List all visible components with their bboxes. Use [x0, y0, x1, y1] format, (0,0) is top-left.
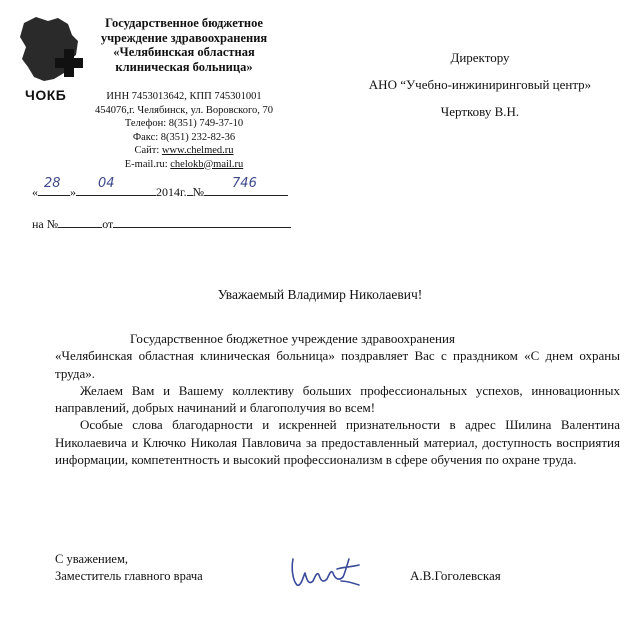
- inn-kpp: ИНН 7453013642, КПП 745301001: [106, 91, 262, 102]
- salutation: Уважаемый Владимир Николаевич!: [217, 287, 423, 302]
- addressee: Директору АНО “Учебно-инжиниринговый центр» Черткову В.Н.: [368, 50, 592, 119]
- paragraph-1-rest: «Челябинская областная клиническая больница» поздравляет Вас с праздником «С днем охраны труда».: [55, 348, 620, 381]
- logo-text: ЧОКБ: [25, 87, 67, 103]
- closing: С уважением,: [55, 552, 128, 566]
- closing-block: [55, 551, 203, 585]
- signer-position: Заместитель главного врача: [55, 569, 203, 583]
- phone: Телефон: 8(351) 749-37-10: [124, 118, 244, 129]
- organization-details: [90, 90, 278, 171]
- paragraph-2: Желаем Вам и Вашему коллективу больших профессиональных успехов, инновационных направлений, добрых начинаний и благополучия во всем!: [55, 382, 620, 416]
- site-link[interactable]: www.chelmed.ru: [161, 145, 234, 156]
- handwritten-month: 04: [98, 176, 115, 191]
- registration-line: « 28 » 04 2014г. № 746: [32, 182, 288, 200]
- paragraph-1-line-1: Государственное бюджетное учреждение здравоохранения: [130, 331, 455, 346]
- paragraph-3: Особые слова благодарности и искренней признательности в адрес Шилина Валентина Николаевича и Ключко Николая Павловича за предоставленный материал, доступность восприятия информации, компетентность и высокий профессионализм в сфере обучения по охране труда.: [55, 417, 620, 468]
- organization-name: Государственное бюджетное учреждение здравоохранения «Челябинская областная клиническая больница»: [100, 16, 268, 74]
- address: 454076,г. Челябинск, ул. Воровского, 70: [94, 104, 274, 116]
- signer-name: А.В.Гоголевская: [410, 568, 501, 583]
- reference-line: на № от: [32, 214, 291, 232]
- letter-body: [55, 330, 620, 468]
- site-line: Сайт: www.chelmed.ru: [134, 145, 234, 156]
- fax: Факс: 8(351) 232-82-36: [132, 131, 236, 143]
- handwritten-number: 746: [232, 176, 257, 191]
- handwritten-signature-icon: [287, 551, 367, 591]
- handwritten-day: 28: [44, 176, 61, 191]
- email-line: E-mail.ru: chelokb@mail.ru: [124, 158, 244, 170]
- email-link[interactable]: chelokb@mail.ru: [170, 158, 244, 170]
